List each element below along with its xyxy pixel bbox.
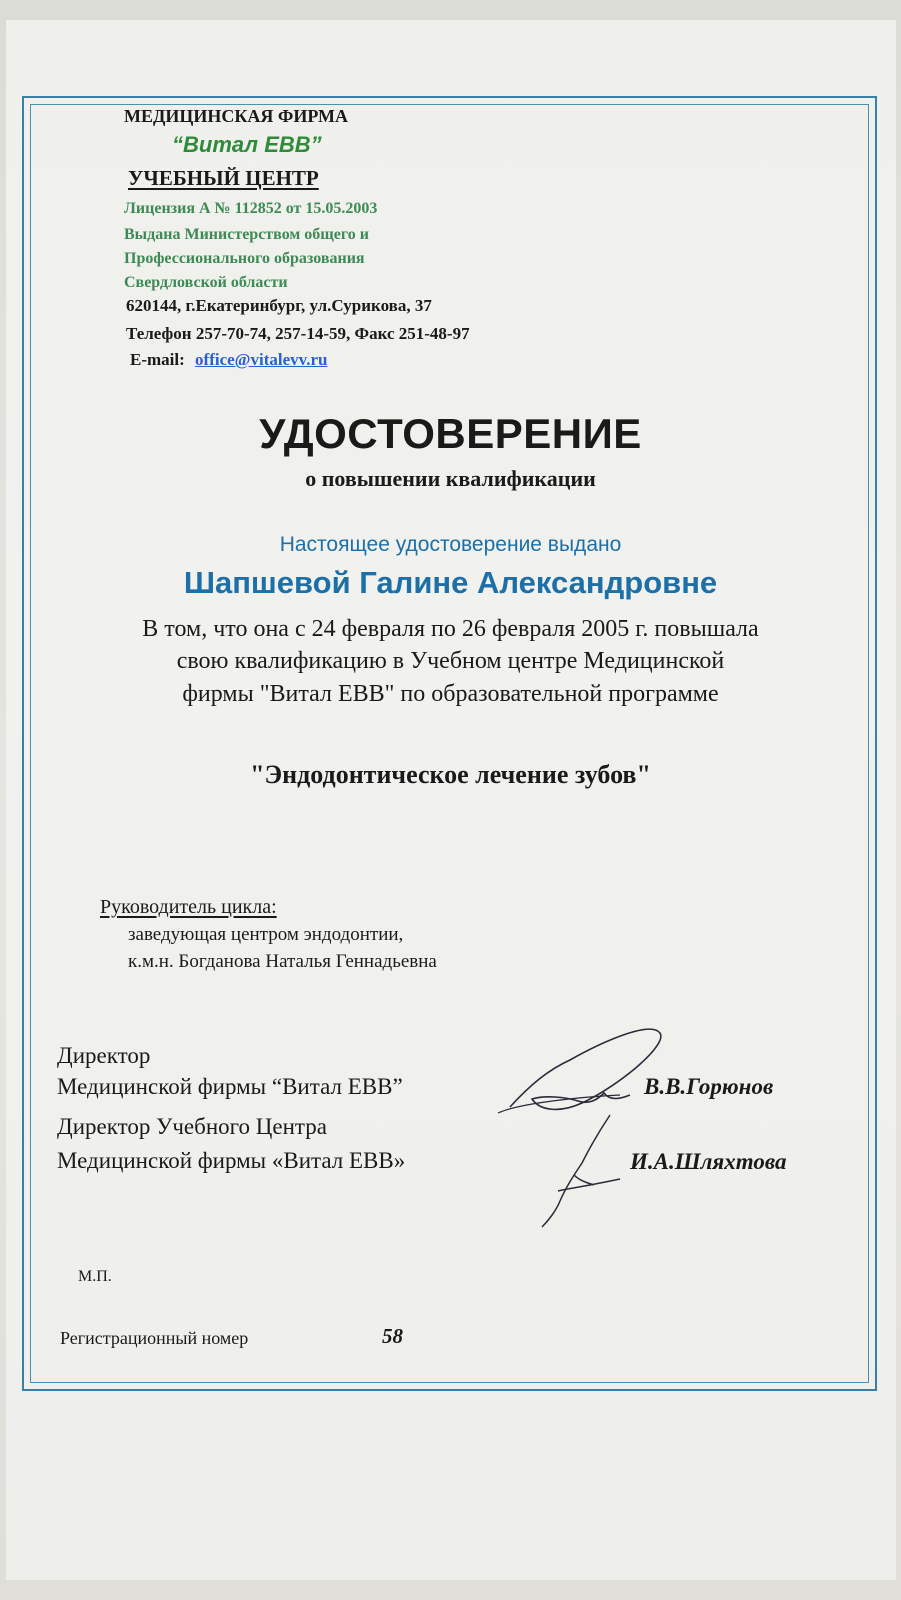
email-row	[130, 350, 327, 370]
registration-label: Регистрационный номер	[60, 1328, 249, 1348]
cycle-lead-position: заведующая центром эндодонтии,	[128, 924, 404, 945]
body-line-1: В том, что она с 24 февраля по 26 февраля 2005 г. повышала	[142, 616, 759, 642]
issued-by-line-2: Профессионального образования	[124, 250, 365, 267]
body-line-2: свою квалификацию в Учебном центре Медицинской	[176, 648, 725, 674]
phone-fax: Телефон 257-70-74, 257-14-59, Факс 251-48-97	[126, 324, 470, 343]
director-title-line: Директор	[57, 1043, 151, 1068]
issued-by-line-1: Выдана Министерством общего и	[124, 226, 369, 243]
center-director-name: И.А.Шляхтова	[630, 1149, 787, 1174]
center-director-firm-line: Медицинской фирмы «Витал ЕВВ»	[57, 1148, 406, 1173]
registration-number: 58	[382, 1324, 403, 1348]
certificate-subtitle: о повышении квалификации	[305, 466, 596, 491]
license-line: Лицензия А № 112852 от 15.05.2003	[124, 200, 378, 217]
email-link[interactable]: office@vitalevv.ru	[195, 350, 328, 369]
issued-by-line-3: Свердловской области	[124, 274, 288, 291]
address: 620144, г.Екатеринбург, ул.Сурикова, 37	[126, 296, 432, 315]
body-line-3: фирмы "Витал ЕВВ" по образовательной программе	[182, 681, 719, 707]
recipient-name: Шапшевой Галине Александровне	[183, 565, 718, 600]
cycle-lead-label: Руководитель цикла:	[100, 896, 277, 918]
director-name: В.В.Горюнов	[644, 1074, 774, 1099]
signature-center-director	[542, 1115, 620, 1227]
certificate-title: УДОСТОВЕРЕНИЕ	[259, 410, 642, 457]
director-firm-line: Медицинской фирмы “Витал ЕВВ”	[57, 1074, 403, 1099]
center-director-title-line: Директор Учебного Центра	[57, 1114, 327, 1139]
cycle-lead-name: к.м.н. Богданова Наталья Геннадьевна	[128, 951, 437, 972]
handwritten-signatures	[470, 1015, 670, 1240]
brand-name: “Витал ЕВВ”	[172, 132, 322, 157]
program-title: "Эндодонтическое лечение зубов"	[250, 760, 651, 789]
stamp-placeholder: М.П.	[78, 1268, 112, 1285]
firm-type: МЕДИЦИНСКАЯ ФИРМА	[124, 106, 349, 126]
training-center-heading: УЧЕБНЫЙ ЦЕНТР	[128, 166, 319, 190]
email-label: E-mail:	[130, 350, 185, 369]
issued-to-line: Настоящее удостоверение выдано	[279, 533, 622, 556]
